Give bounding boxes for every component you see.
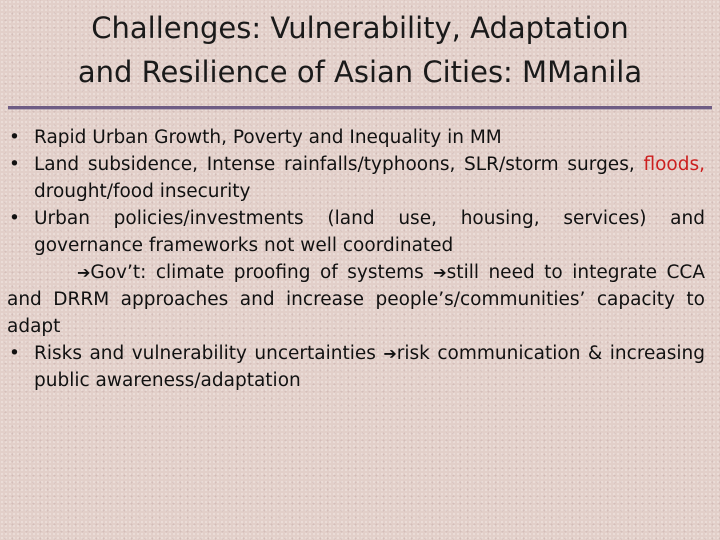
government-paragraph: [7, 259, 705, 340]
bullet-item: [7, 340, 705, 394]
bullet-text: Land subsidence, Intense rainfalls/typhoons, SLR/storm surges,: [34, 154, 644, 175]
right-arrow-icon: ➔: [433, 263, 447, 282]
slide-body: [7, 124, 705, 394]
bullet-dot-icon: •: [9, 343, 20, 364]
slide-title-line-1: Challenges: Vulnerability, Adaptation: [91, 11, 629, 45]
bullet-item: [7, 205, 705, 259]
bullet-dot-icon: •: [9, 154, 20, 175]
bullet-text: Risks and vulnerability uncertainties: [34, 343, 384, 364]
bullet-text: Urban policies/investments (land use, housing, services) and governance frameworks not well coordinated: [34, 208, 705, 256]
right-arrow-icon: ➔: [383, 344, 397, 363]
bullet-dot-icon: •: [9, 127, 20, 148]
bullet-text: Rapid Urban Growth, Poverty and Inequality in MM: [34, 127, 502, 148]
bullet-text: risk communication & increasing public awareness/adaptation: [34, 343, 705, 391]
paragraph-text: still need to integrate CCA and DRRM approaches and increase people’s/communities’ capacity to adapt: [7, 262, 706, 337]
slide-title: [0, 6, 720, 94]
bullet-text: drought/food insecurity: [34, 181, 251, 202]
title-divider-shadow: [8, 109, 712, 110]
highlighted-word: floods,: [643, 154, 705, 175]
paragraph-text: Gov’t: climate proofing of systems: [90, 262, 434, 283]
bullet-item: [7, 151, 705, 205]
slide-title-line-2: and Resilience of Asian Cities: MManila: [77, 55, 643, 89]
right-arrow-icon: ➔: [77, 263, 91, 282]
bullet-item: [7, 124, 705, 151]
bullet-dot-icon: •: [9, 208, 20, 229]
